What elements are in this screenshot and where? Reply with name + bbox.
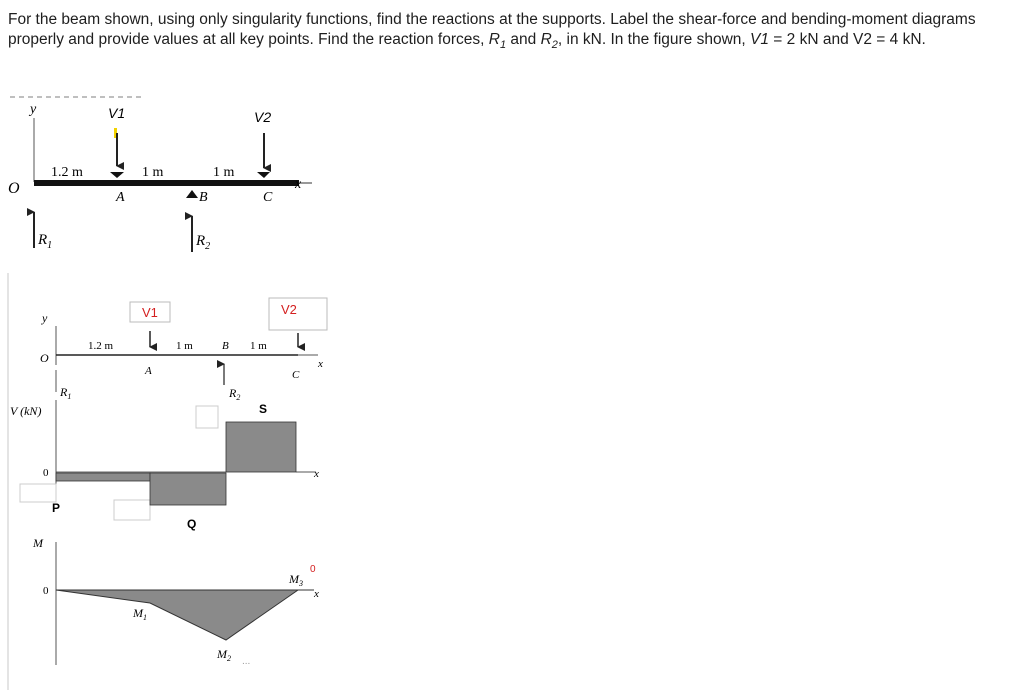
y-axis-label: y: [30, 102, 37, 117]
dim-1-2m: 1.2 m: [51, 165, 83, 180]
load-v2-label: V2: [254, 109, 272, 125]
x-axis-label: x: [295, 177, 302, 192]
point-a-label-2: A: [145, 365, 152, 377]
problem-statement: For the beam shown, using only singularity functions, find the reactions at the supports. Label the shear-force and bending-moment diagrams properly and provide values at all key points. Find the reaction forces, $R_1$ and $R_2$, in kN. In the figure shown, V1 = 2 kN and V2 = 4 kN.: [8, 11, 976, 52]
dim-1m-ab-2: 1 m: [176, 340, 193, 352]
dim-1-2m-2: 1.2 m: [88, 340, 114, 352]
moment-axis-label: M: [33, 536, 43, 550]
moment-m2-label: $M_2$: [217, 647, 231, 663]
shear-axis-label: V (kN): [10, 404, 42, 418]
label-q: Q: [187, 517, 197, 531]
r1-symbol: $R_1$: [488, 31, 507, 52]
load-v2-label-2: V2: [281, 302, 297, 317]
reaction-r2-label-2: $R_2$: [229, 386, 241, 402]
shear-zero-label: 0: [43, 467, 49, 479]
r2-symbol: $R_2$: [540, 31, 558, 52]
label-s: S: [259, 402, 268, 416]
reaction-r1-label-2: $R_1$: [60, 385, 72, 401]
point-b-label: B: [199, 190, 208, 205]
point-a-label: A: [116, 190, 125, 205]
input-box-p: [20, 484, 56, 502]
ellipsis: ...: [242, 656, 251, 667]
moment-m3-value: 0: [310, 564, 316, 575]
origin-label-2: O: [40, 351, 49, 365]
shear-block-2: [150, 473, 226, 505]
load-v1-label-2: V1: [142, 305, 158, 320]
reaction-r2-label: $R_2$: [196, 233, 211, 252]
beam: [34, 180, 299, 186]
dim-1m-ab: 1 m: [142, 165, 164, 180]
moment-polygon: [56, 590, 298, 640]
load-v1-label: V1: [108, 105, 126, 121]
v2-symbol: V2: [853, 31, 872, 48]
moment-m1-label: $M_1$: [133, 606, 147, 622]
point-c-label-2: C: [292, 369, 300, 381]
moment-m3-label: $M_3$: [289, 572, 303, 588]
shear-x-label: x: [314, 468, 319, 480]
shear-block-1: [56, 473, 150, 481]
moment-x-label: x: [314, 588, 319, 600]
v2-label-box: [269, 298, 327, 330]
dim-tick-c: [257, 172, 270, 178]
dim-tick-a: [110, 172, 124, 178]
v1-symbol: V1: [750, 31, 769, 48]
dim-1m-bc: 1 m: [213, 165, 235, 180]
support-b-marker: [186, 190, 198, 198]
origin-label: O: [8, 180, 20, 197]
input-box-q: [114, 500, 150, 520]
input-box-s: [196, 406, 218, 428]
diagram-figure: [8, 273, 327, 690]
shear-block-3: [226, 422, 296, 472]
reaction-r1-label: $R_1$: [38, 232, 53, 251]
label-p: P: [52, 501, 61, 515]
point-c-label: C: [263, 190, 273, 205]
dim-1m-bc-2: 1 m: [250, 340, 267, 352]
y-axis-label-2: y: [42, 311, 48, 325]
x-axis-label-2: x: [318, 358, 323, 370]
point-b-label-2: B: [222, 340, 229, 352]
moment-zero-label: 0: [43, 585, 49, 597]
beam-figure: [8, 97, 312, 252]
